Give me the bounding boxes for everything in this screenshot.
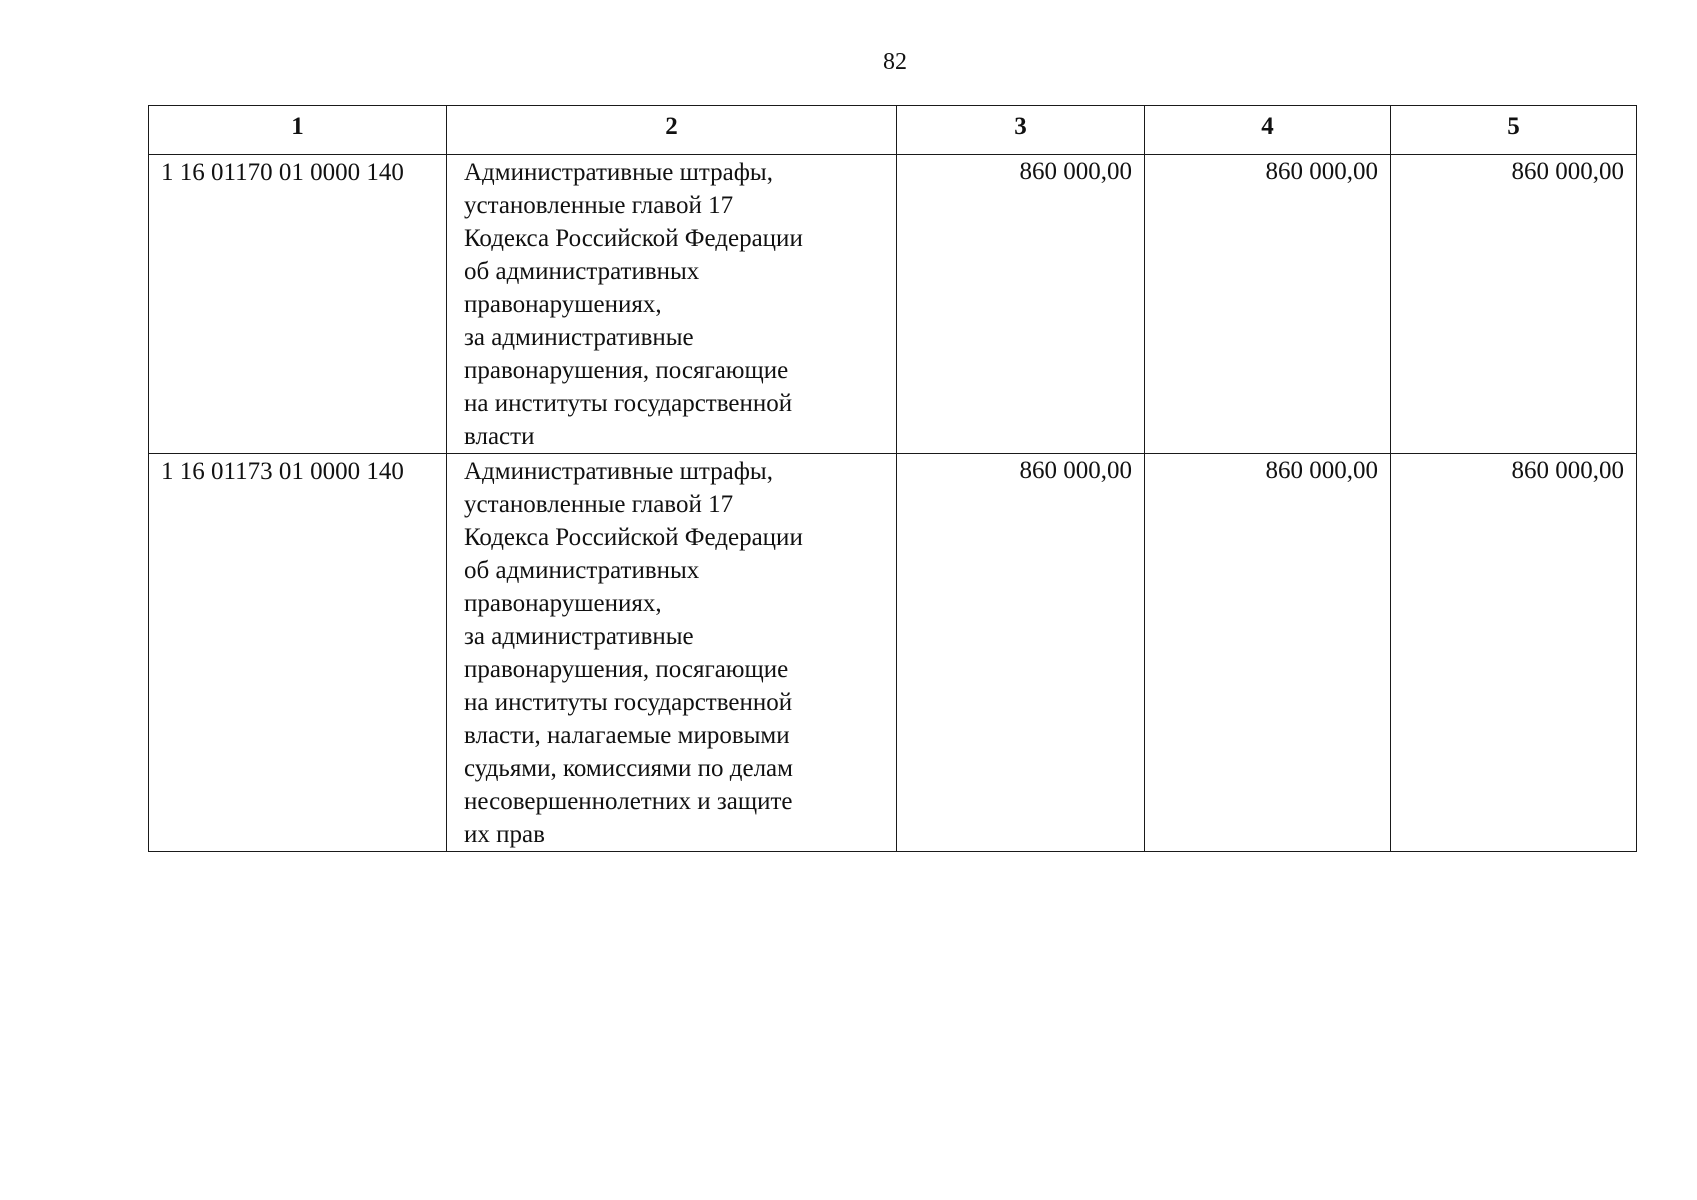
amount-cell-col4: 860 000,00	[1145, 454, 1391, 852]
description-line: власти	[464, 423, 535, 450]
table-row	[149, 454, 1637, 852]
description-line: об административных	[464, 557, 700, 584]
description-line: судьями, комиссиями по делам	[464, 755, 793, 782]
amount-cell-col3: 860 000,00	[897, 155, 1145, 454]
table-row	[149, 155, 1637, 454]
column-header-5: 5	[1391, 106, 1637, 155]
description-line: Кодекса Российской Федерации	[464, 524, 803, 551]
amount-cell-col3: 860 000,00	[897, 454, 1145, 852]
description-line: правонарушениях,	[464, 291, 662, 318]
description-line: Административные штрафы,	[464, 458, 773, 485]
description-line: установленные главой 17	[464, 491, 734, 518]
amount-cell-col5: 860 000,00	[1391, 155, 1637, 454]
table-header-row	[149, 106, 1637, 155]
budget-table	[148, 105, 1637, 852]
page-number: 82	[883, 49, 907, 75]
budget-code-cell: 1 16 01173 01 0000 140	[149, 454, 447, 852]
column-header-1: 1	[149, 106, 447, 155]
description-line: их прав	[464, 821, 545, 848]
description-line: Административные штрафы,	[464, 159, 773, 186]
amount-cell-col4: 860 000,00	[1145, 155, 1391, 454]
description-cell	[447, 454, 897, 852]
description-line: об административных	[464, 258, 700, 285]
description-line: несовершеннолетних и защите	[464, 788, 793, 815]
budget-code-cell: 1 16 01170 01 0000 140	[149, 155, 447, 454]
description-line: на институты государственной	[464, 689, 793, 716]
description-line: правонарушения, посягающие	[464, 357, 789, 384]
description-line: власти, налагаемые мировыми	[464, 722, 790, 749]
description-line: установленные главой 17	[464, 192, 734, 219]
description-line: за административные	[464, 324, 694, 351]
amount-cell-col5: 860 000,00	[1391, 454, 1637, 852]
budget-table-container	[148, 105, 1637, 852]
description-line: за административные	[464, 623, 694, 650]
description-line: правонарушения, посягающие	[464, 656, 789, 683]
description-line: Кодекса Российской Федерации	[464, 225, 803, 252]
column-header-2: 2	[447, 106, 897, 155]
column-header-3: 3	[897, 106, 1145, 155]
description-cell	[447, 155, 897, 454]
column-header-4: 4	[1145, 106, 1391, 155]
description-line: на институты государственной	[464, 390, 793, 417]
description-line: правонарушениях,	[464, 590, 662, 617]
